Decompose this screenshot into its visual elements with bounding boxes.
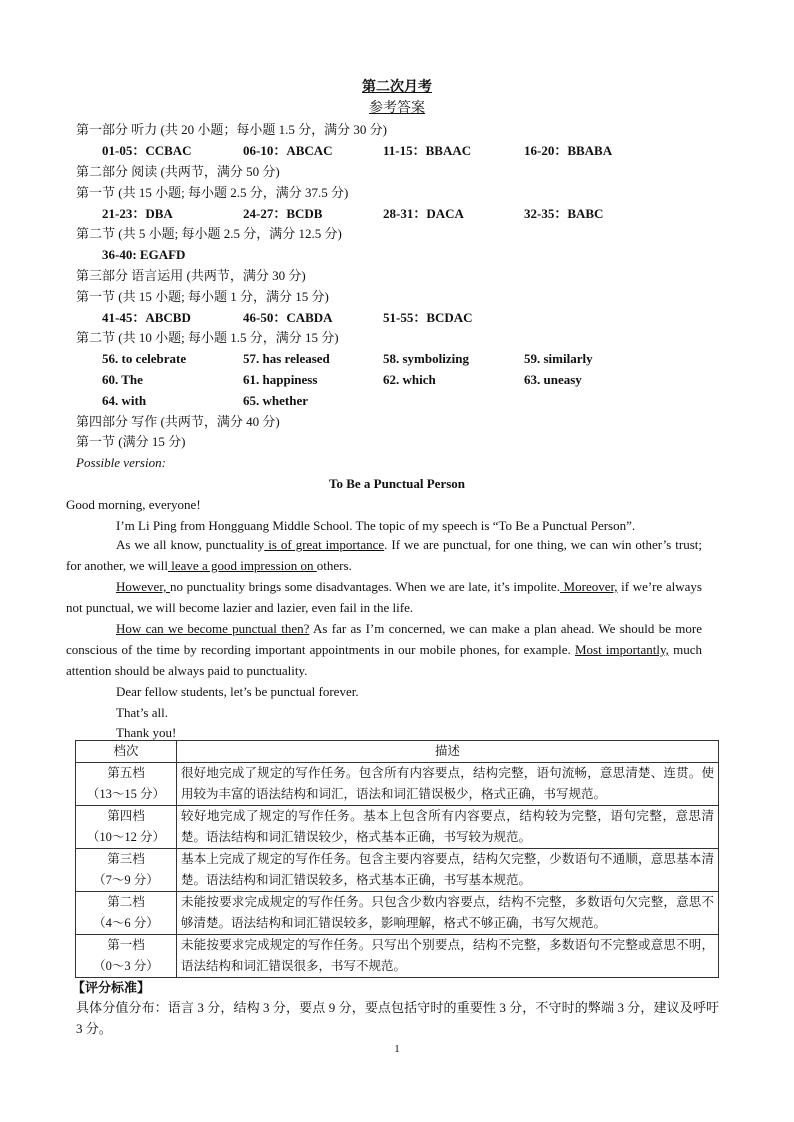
answer-group: 21-23：DBA <box>102 206 173 221</box>
answer-item: 58. symbolizing <box>383 351 469 366</box>
essay-paragraph: How can we become punctual then? As far as I’m concerned, we can make a plan ahead. We should be more conscious of the time by recording important appointments in our mobile phones, for example. Most importantly, much attention should be always paid to punctuality. <box>66 621 702 678</box>
table-header-cell: 描述 <box>177 741 719 763</box>
essay-title: To Be a Punctual Person <box>328 476 466 491</box>
section-heading: 第四部分 写作 (共两节，满分 40 分) <box>76 414 280 429</box>
answer-item: 61. happiness <box>243 372 318 387</box>
criteria-text: 具体分值分布：语言 3 分，结构 3 分，要点 9 分，要点包括守时的重要性 3 分，不守时的弊端 3 分，建议及呼吁 3 分。 <box>76 1000 719 1036</box>
answer-group: 36-40: EGAFD <box>102 247 186 262</box>
subsection-heading: 第一节 (满分 15 分) <box>76 434 186 449</box>
answer-item: 65. whether <box>243 393 308 408</box>
subsection-heading: 第一节 (共 15 小题; 每小题 2.5 分，满分 37.5 分) <box>76 185 349 200</box>
essay-line: I’m Li Ping from Hongguang Middle School. The topic of my speech is “To Be a Punctual Person”. <box>116 518 636 533</box>
level-cell: 第三档 （7～9 分） <box>76 849 177 892</box>
possible-version-label: Possible version: <box>76 455 166 470</box>
answer-item: 64. with <box>102 393 147 408</box>
table-row <box>76 849 719 892</box>
level-cell: 第二档 （4～6 分） <box>76 892 177 935</box>
answer-group: 16-20：BBABA <box>524 143 613 158</box>
subsection-heading: 第一节 (共 15 小题; 每小题 1 分，满分 15 分) <box>76 289 329 304</box>
answer-item: 60. The <box>102 372 143 387</box>
essay-line: That’s all. <box>116 705 168 720</box>
subsection-heading: 第二节 (共 5 小题; 每小题 2.5 分，满分 12.5 分) <box>76 226 342 241</box>
answer-item: 57. has released <box>243 351 330 366</box>
answer-group: 28-31：DACA <box>383 206 464 221</box>
criteria-heading: 【评分标准】 <box>72 980 151 995</box>
subsection-heading: 第二节 (共 10 小题; 每小题 1.5 分，满分 15 分) <box>76 330 339 345</box>
description-cell: 很好地完成了规定的写作任务。包含所有内容要点，结构完整，语句流畅，意思清楚、连贯。使用较为丰富的语法结构和词汇，语法和词汇错误极少，格式正确，书写规范。 <box>177 763 719 806</box>
table-row <box>76 892 719 935</box>
page-number: 1 <box>394 1043 400 1055</box>
answer-item: 63. uneasy <box>524 372 582 387</box>
description-cell: 未能按要求完成规定的写作任务。只写出个别要点，结构不完整，多数语句不完整或意思不明，语法结构和词汇错误很多，书写不规范。 <box>177 935 719 978</box>
answer-group: 51-55：BCDAC <box>383 310 473 325</box>
level-cell: 第一档 （0～3 分） <box>76 935 177 978</box>
answer-group: 46-50：CABDA <box>243 310 333 325</box>
answer-group: 06-10：ABCAC <box>243 143 333 158</box>
essay-line: Thank you! <box>116 725 177 740</box>
answer-item: 62. which <box>383 372 436 387</box>
essay-greeting: Good morning, everyone! <box>66 497 201 512</box>
table-row <box>76 806 719 849</box>
answer-group: 11-15：BBAAC <box>383 143 472 158</box>
description-cell: 基本上完成了规定的写作任务。包含主要内容要点，结构欠完整，少数语句不通顺，意思基本清楚。语法结构和词汇错误较多，格式基本正确，书写基本规范。 <box>177 849 719 892</box>
description-cell: 未能按要求完成规定的写作任务。只包含少数内容要点，结构不完整，多数语句欠完整，意思不够清楚。语法结构和词汇错误较多，影响理解，格式不够正确，书写欠规范。 <box>177 892 719 935</box>
answer-group: 24-27：BCDB <box>243 206 323 221</box>
essay-paragraph: However, no punctuality brings some disadvantages. When we are late, it’s impolite. Moreover, if we’re always not punctual, we will become lazier and lazier, even fail in the life. <box>66 579 702 615</box>
level-cell: 第五档 （13～15 分） <box>76 763 177 806</box>
page-subtitle: 参考答案 <box>369 101 425 116</box>
page-title: 第二次月考 <box>362 80 432 95</box>
table-row <box>76 763 719 806</box>
essay-line: Dear fellow students, let’s be punctual forever. <box>116 684 359 699</box>
section-heading: 第三部分 语言运用 (共两节，满分 30 分) <box>76 268 306 283</box>
level-cell: 第四档 （10～12 分） <box>76 806 177 849</box>
table-row <box>76 935 719 978</box>
grading-table <box>75 740 719 978</box>
table-header-row <box>76 741 719 763</box>
section-heading: 第二部分 阅读 (共两节，满分 50 分) <box>76 164 280 179</box>
table-header-cell: 档次 <box>76 741 177 763</box>
answer-item: 56. to celebrate <box>102 351 187 366</box>
essay-paragraph: As we all know, punctuality is of great importance. If we are punctual, for one thing, we can win other’s trust; for another, we will leave a good impression on others. <box>66 537 702 573</box>
answer-item: 59. similarly <box>524 351 593 366</box>
answer-group: 01-05：CCBAC <box>102 143 192 158</box>
answer-group: 41-45：ABCBD <box>102 310 191 325</box>
section-heading: 第一部分 听力 (共 20 小题；每小题 1.5 分，满分 30 分) <box>76 122 387 137</box>
description-cell: 较好地完成了规定的写作任务。基本上包含所有内容要点，结构较为完整，语句完整，意思清楚。语法结构和词汇错误较少，格式基本正确，书写较为规范。 <box>177 806 719 849</box>
answer-group: 32-35：BABC <box>524 206 604 221</box>
